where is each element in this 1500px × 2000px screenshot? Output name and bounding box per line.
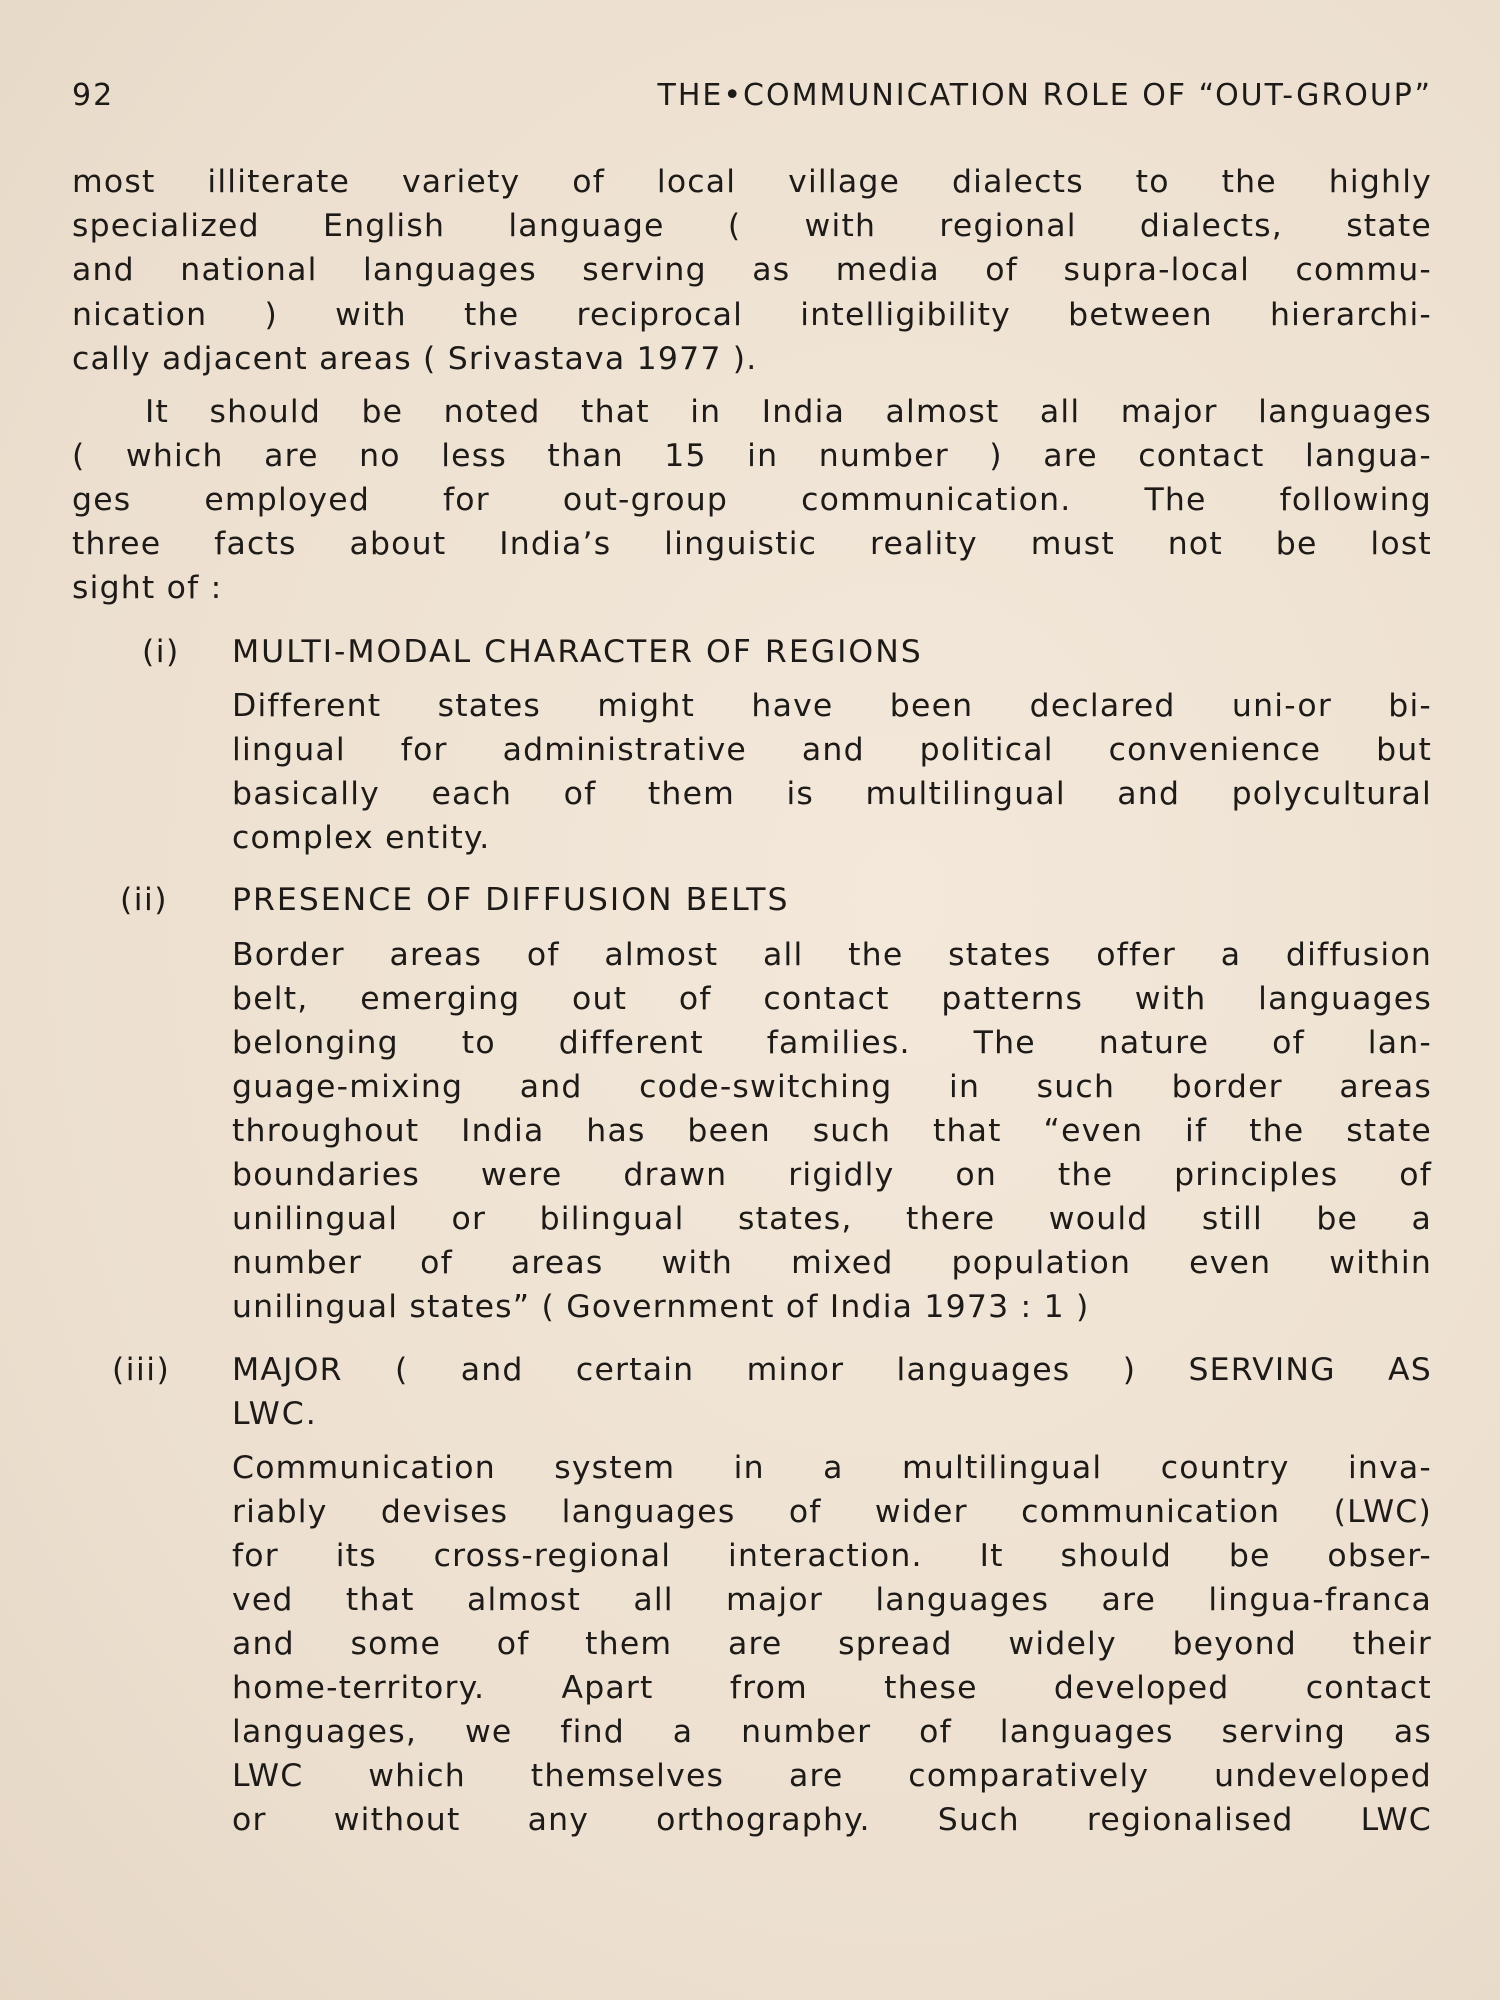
text-line: specialized English language ( with regional dialects, state [72, 208, 1432, 244]
text-line: guage-mixing and code-switching in such border areas [232, 1069, 1432, 1105]
text-line: boundaries were drawn rigidly on the principles of [232, 1157, 1432, 1193]
list-item-label: (ii) [120, 882, 169, 918]
text-line: home-territory. Apart from these developed contact [232, 1670, 1432, 1706]
text-line: and some of them are spread widely beyond their [232, 1626, 1432, 1662]
text-line: or without any orthography. Such regionalised LWC [232, 1802, 1432, 1838]
list-item-heading: PRESENCE OF DIFFUSION BELTS [232, 882, 790, 918]
text-line: for its cross-regional interaction. It should be obser- [232, 1538, 1432, 1574]
text-line: lingual for administrative and political convenience but [232, 732, 1432, 768]
text-line: basically each of them is multilingual and polycultural [232, 776, 1432, 812]
text-line: sight of : [72, 570, 223, 606]
text-line: LWC which themselves are comparatively undeveloped [232, 1758, 1432, 1794]
list-item-heading-continued: LWC. [232, 1396, 318, 1432]
text-line: nication ) with the reciprocal intelligibility between hierarchi- [72, 297, 1432, 333]
text-line: Communication system in a multilingual country inva- [232, 1450, 1432, 1486]
text-line: Different states might have been declared uni-or bi- [232, 688, 1432, 724]
text-line: unilingual states” ( Government of India 1973 : 1 ) [232, 1289, 1090, 1325]
text-line: ges employed for out-group communication. The following [72, 482, 1432, 518]
text-line: ved that almost all major languages are lingua-franca [232, 1582, 1432, 1618]
running-title: THE•COMMUNICATION ROLE OF “OUT-GROUP” [657, 78, 1432, 113]
page-header [72, 78, 1432, 118]
text-line: cally adjacent areas ( Srivastava 1977 ). [72, 341, 758, 377]
text-line: Border areas of almost all the states offer a diffusion [232, 937, 1432, 973]
list-item-heading: MAJOR ( and certain minor languages ) SERVING AS [232, 1352, 1432, 1388]
page-number: 92 [72, 78, 115, 113]
text-line: number of areas with mixed population even within [232, 1245, 1432, 1281]
text-line: languages, we find a number of languages serving as [232, 1714, 1432, 1750]
text-line: complex entity. [232, 820, 491, 856]
text-line: three facts about India’s linguistic reality must not be lost [72, 526, 1432, 562]
text-line: belt, emerging out of contact patterns with languages [232, 981, 1432, 1017]
list-item-label: (iii) [112, 1352, 171, 1388]
text-line: unilingual or bilingual states, there would still be a [232, 1201, 1432, 1237]
text-line: throughout India has been such that “even if the state [232, 1113, 1432, 1149]
text-line: It should be noted that in India almost all major languages [145, 394, 1432, 430]
list-item-label: (i) [142, 634, 180, 670]
text-line: belonging to different families. The nature of lan- [232, 1025, 1432, 1061]
text-line: and national languages serving as media of supra-local commu- [72, 252, 1432, 288]
text-line: ( which are no less than 15 in number ) are contact langua- [72, 438, 1432, 474]
list-item-heading: MULTI-MODAL CHARACTER OF REGIONS [232, 634, 923, 670]
text-line: riably devises languages of wider communication (LWC) [232, 1494, 1432, 1530]
text-line: most illiterate variety of local village dialects to the highly [72, 164, 1432, 200]
